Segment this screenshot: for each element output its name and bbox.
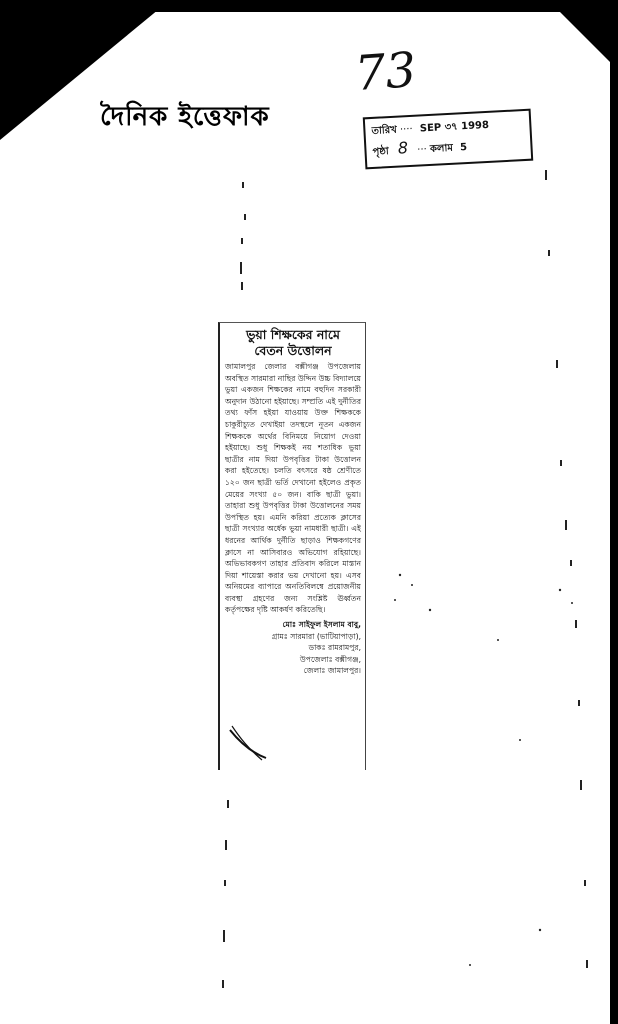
stamp-date-value: SEP ৩৭ 1998 xyxy=(419,119,490,135)
stamp-column-value: 5 xyxy=(459,142,468,154)
article-body: জামালপুর জেলার বক্সীগঞ্জ উপজেলায় অবস্থিত সারমারা নাছির উদ্দিন উচ্চ বিদ্যালয়ে ভুয়া একজন শিক্ষকের নামে বহুদিন সরকারী অনুদান উঠানো হইয়াছে। সম্প্রতি এই দুর্নীতির তথ্য ফাঁস হইয়া যাওয়ায় উক্ত শিক্ষককে চাকুরীচ্যুত দেখাইয়া তদস্থলে নূতন একজন শিক্ষককে অর্থের বিনিময়ে নিয়োগ দেওয়া হইয়াছে। শুধু শিক্ষকই নয় শতাধিক ভুয়া ছাত্রীর নাম দিয়া উপবৃত্তির টাকা উত্তোলন করা হইতেছে। চলতি বৎসরে ষষ্ঠ শ্রেণীতে ১২০ জন ছাত্রী ভর্তি দেখানো হইলেও প্রকৃত মেয়ের সংখ্যা ৫০ জন। বাকি ছাত্রী ভুয়া। তাহারা শুধু উপবৃত্তির টাকা উত্তোলনের সময় উপস্থিত হয়। এমনি করিয়া প্রত্যেক ক্লাসের ছাত্রী সংখ্যার অর্ধেক ভুয়া নামধারী ছাত্রী। এই ধরনের আর্থিক দুর্নীতি ছাড়াও শিক্ষকগণের ক্লাসে না আসিবারও অভিযোগ রহিয়াছে। অভিভাবকগণ তাহার প্রতিবাদ করিলে মাস্তান দিয়া শায়েস্তা করার ভয় দেখানো হয়। এসব অনিয়মের ব্যাপারে অনতিবিলম্বে প্রয়োজনীয় ব্যবস্থা গ্রহণের জন্য সংশ্লিষ্ট ঊর্ধ্বতন কর্তৃপক্ষের দৃষ্টি আকর্ষণ করিতেছি। xyxy=(225,362,361,615)
scan-edge-right xyxy=(610,0,618,1024)
headline-line-1: ভুয়া শিক্ষকের নামে xyxy=(246,327,340,342)
signature-village: গ্রামঃ সারমারা (ভাটিয়াপাড়া), xyxy=(271,631,361,641)
signature-upazila: উপজেলাঃ বক্সীগঞ্জ, xyxy=(299,654,361,664)
stamp-date-label: তারিখ xyxy=(371,124,398,137)
signature-name: মোঃ সাইফুল ইসলাম বাবু, xyxy=(282,620,361,630)
headline-line-2: বেতন উত্তোলন xyxy=(254,343,332,358)
date-stamp: তারিখ ···· SEP ৩৭ 1998 পৃষ্ঠা 8 ··· কলাম 5 xyxy=(363,109,533,170)
article-signature xyxy=(225,619,361,677)
article-headline xyxy=(225,327,361,359)
scan-edge-top xyxy=(150,0,610,12)
stamp-page-label: পৃষ্ঠা xyxy=(372,146,390,158)
newspaper-clipping xyxy=(218,322,366,770)
stamp-column-label: কলাম xyxy=(429,142,454,155)
pen-mark-icon xyxy=(228,722,268,762)
signature-district: জেলাঃ জামালপুর। xyxy=(303,666,361,676)
stamp-page-value: 8 xyxy=(397,138,409,158)
signature-post: ডাকঃ রামরামপুর, xyxy=(308,643,361,653)
newspaper-masthead: দৈনিক ইত্তেফাক xyxy=(100,102,270,132)
handwritten-number: 73 xyxy=(353,41,418,103)
scan-corner-top-right xyxy=(548,0,618,70)
